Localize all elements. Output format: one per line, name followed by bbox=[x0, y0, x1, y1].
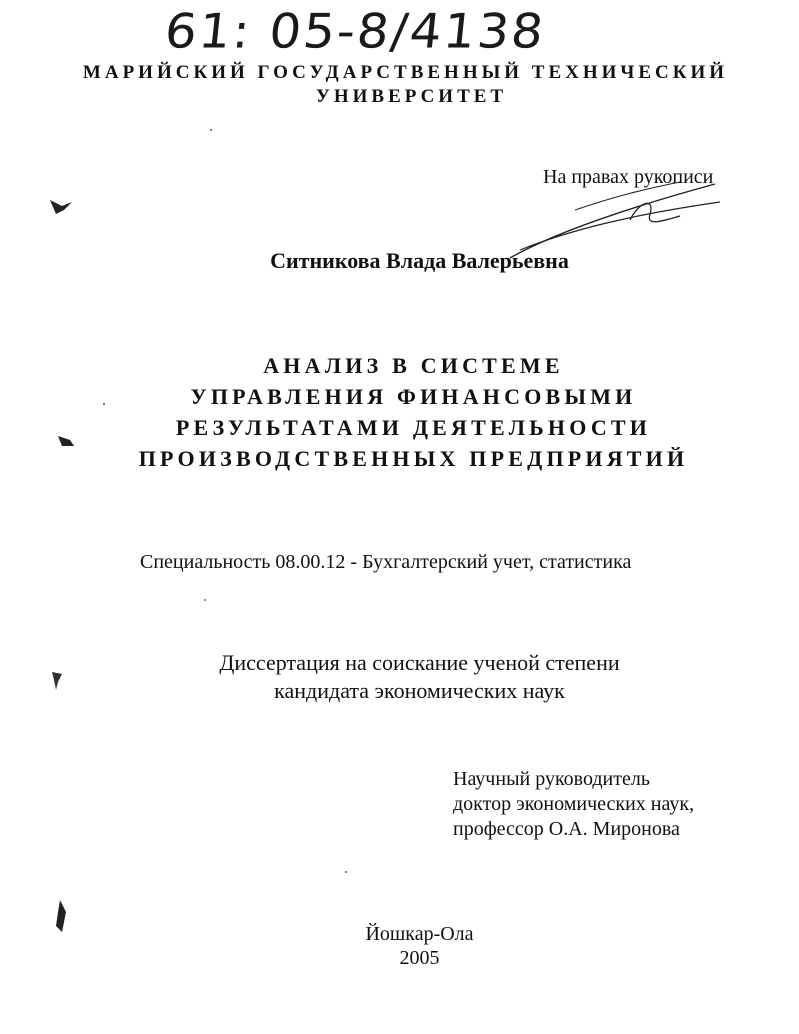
year: 2005 bbox=[399, 947, 440, 969]
binding-hole-mark-2 bbox=[58, 436, 74, 446]
binding-hole-mark-1 bbox=[50, 200, 72, 214]
author-name: Ситникова Влада Валерьевна bbox=[270, 248, 569, 273]
dissertation-degree-line-2: кандидата экономических наук bbox=[274, 678, 565, 703]
binding-hole-mark-4 bbox=[56, 900, 66, 932]
city-name: Йошкар-Ола bbox=[365, 923, 474, 945]
supervisor-degree: доктор экономических наук, bbox=[453, 793, 695, 815]
university-name-line-1: МАРИЙСКИЙ ГОСУДАРСТВЕННЫЙ ТЕХНИЧЕСКИЙ bbox=[82, 62, 729, 83]
speck-3 bbox=[345, 871, 347, 873]
supervisor-role: Научный руководитель bbox=[453, 768, 650, 790]
binding-hole-mark-3 bbox=[52, 672, 62, 690]
speck-4 bbox=[204, 599, 206, 601]
thesis-title-line-1: АНАЛИЗ В СИСТЕМЕ bbox=[263, 353, 564, 378]
thesis-title-line-2: УПРАВЛЕНИЯ ФИНАНСОВЫМИ bbox=[190, 384, 637, 409]
university-name-line-2: УНИВЕРСИТЕТ bbox=[315, 86, 508, 107]
speck-2 bbox=[103, 403, 105, 405]
handwritten-catalog-number: 61: 05-8/4138 bbox=[162, 4, 548, 60]
speck-1 bbox=[210, 129, 212, 131]
thesis-title-line-4: ПРОИЗВОДСТВЕННЫХ ПРЕДПРИЯТИЙ bbox=[138, 446, 689, 471]
manuscript-rights-note: На правах рукописи bbox=[543, 166, 714, 188]
dissertation-degree-line-1: Диссертация на соискание ученой степени bbox=[219, 650, 620, 675]
thesis-title-line-3: РЕЗУЛЬТАТАМИ ДЕЯТЕЛЬНОСТИ bbox=[175, 415, 652, 440]
specialty-line: Специальность 08.00.12 - Бухгалтерский учет, статистика bbox=[140, 551, 632, 573]
supervisor-name: профессор О.А. Миронова bbox=[453, 818, 680, 840]
